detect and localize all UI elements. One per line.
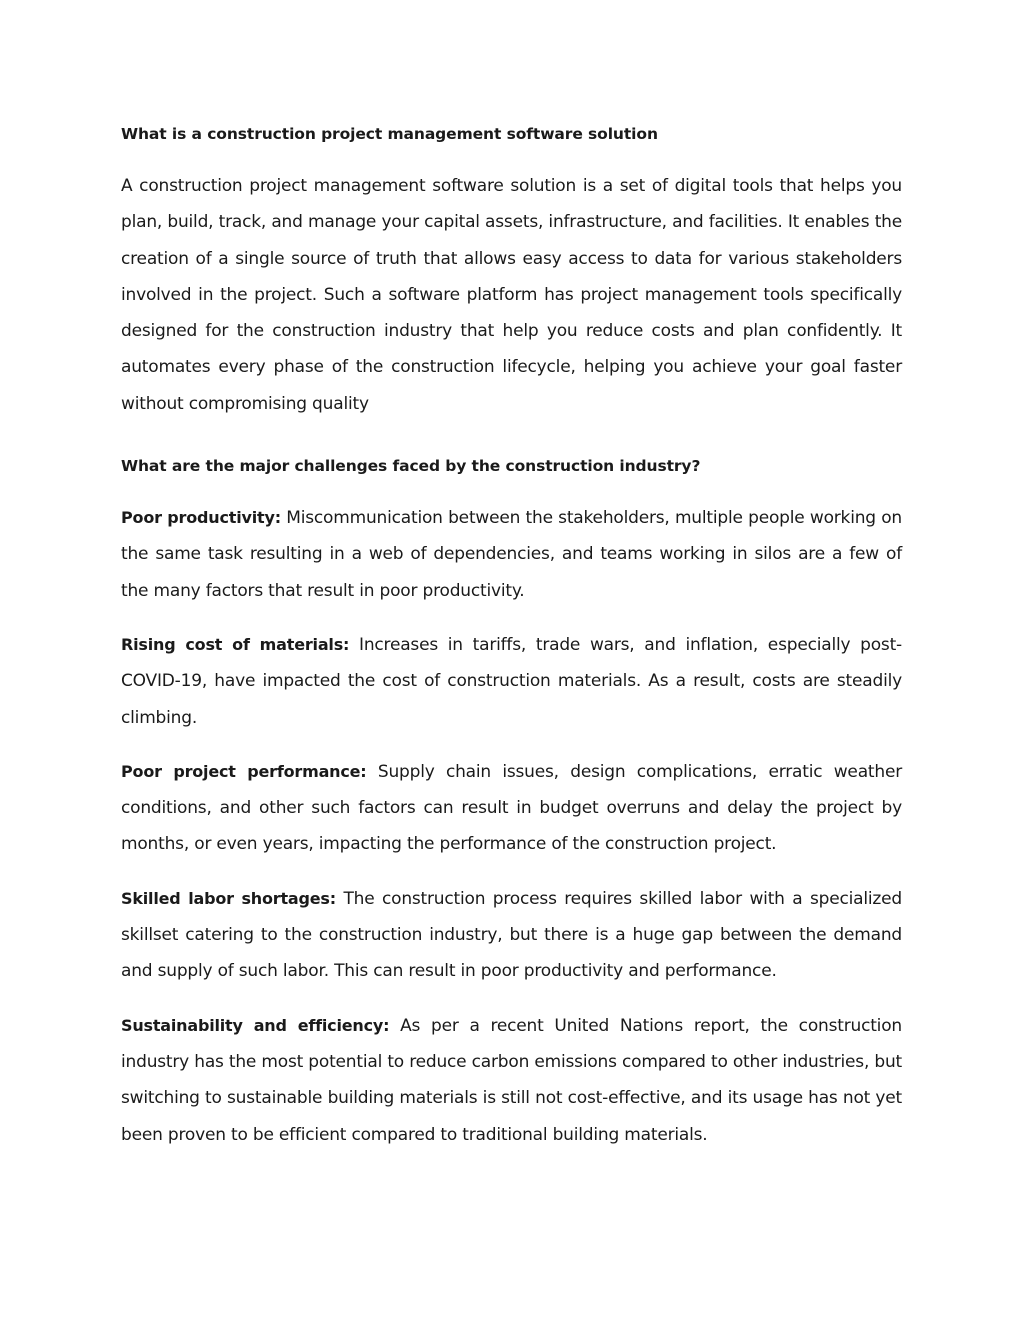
- challenge-item-labor: [121, 881, 902, 990]
- challenge-item-performance: [121, 754, 902, 863]
- challenge-item-productivity: [121, 500, 902, 609]
- challenge-title: Skilled labor shortages:: [121, 888, 336, 908]
- challenge-text: Increases in tariffs, trade wars, and inflation, especially post-COVID-19, have impacted the cost of construction materials. As a result, costs are steadily climbing.: [121, 634, 902, 728]
- challenge-title: Poor project performance:: [121, 761, 367, 781]
- challenge-text: Miscommunication between the stakeholders, multiple people working on the same task resulting in a web of dependencies, and teams working in silos are a few of the many factors that result in poor productivity.: [121, 508, 903, 601]
- section-heading-definition: What is a construction project management software solution: [121, 125, 658, 143]
- challenge-item-materials: [121, 627, 902, 736]
- document-page: [121, 120, 902, 1171]
- challenge-title: Poor productivity:: [121, 508, 281, 528]
- challenge-text: Supply chain issues, design complications, erratic weather conditions, and other such factors can result in budget overruns and delay the project by months, or even years, impacting the performance of the construction project.: [121, 761, 902, 855]
- challenge-text: The construction process requires skilled labor with a specialized skillset catering to the construction industry, but there is a huge gap between the demand and supply of such labor. This can result in poor productivity and performance.: [121, 888, 902, 982]
- definition-paragraph: A construction project management software solution is a set of digital tools that helps you plan, build, track, and manage your capital assets, infrastructure, and facilities. It enables the creation of a single source of truth that allows easy access to data for various stakeholders involved in the project. Such a software platform has project management tools specifically designed for the construction industry that help you reduce costs and plan confidently. It automates every phase of the construction lifecycle, helping you achieve your goal faster without compromising quality: [121, 176, 902, 414]
- challenge-text: As per a recent United Nations report, the construction industry has the most potential to reduce carbon emissions compared to other industries, but switching to sustainable building materials is still not cost-effective, and its usage has not yet been proven to be efficient compared to traditional building materials.: [121, 1015, 902, 1145]
- challenge-title: Sustainability and efficiency:: [121, 1015, 390, 1035]
- challenge-item-sustainability: [121, 1008, 902, 1153]
- section-heading-challenges: What are the major challenges faced by the construction industry?: [121, 457, 701, 476]
- challenge-title: Rising cost of materials:: [121, 634, 350, 654]
